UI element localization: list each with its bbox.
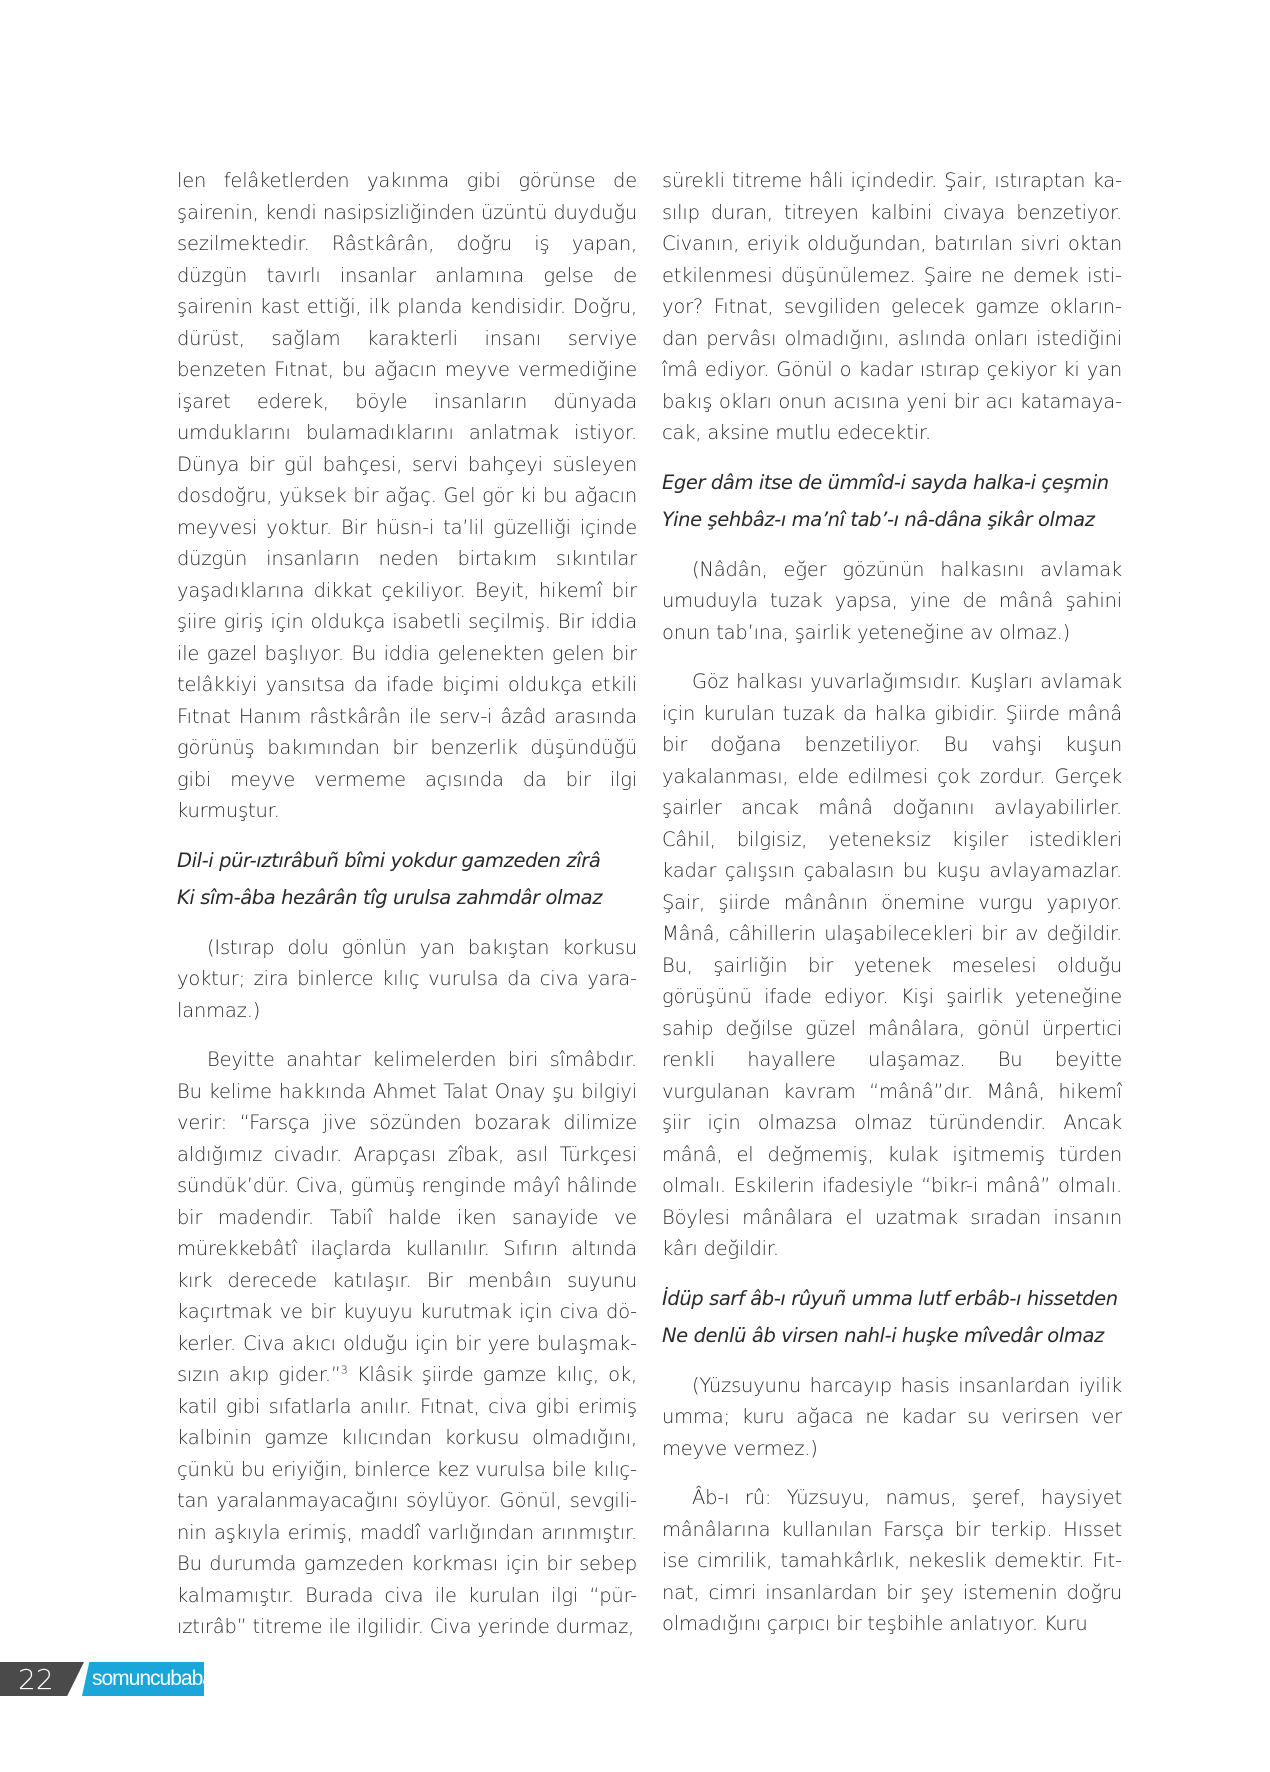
verse-line: Ne denlü âb virsen nahl-i huşke mîvedâr olmaz [662,1324,1104,1347]
paragraph [177,1044,637,1643]
verse-translation: (Yüzsuyunu harcayıp hasis insanlardan iyilik umma; kuru ağaca ne kadar su verirsen ver meyve vermez.) [662,1373,1122,1460]
verse-line: Yine şehbâz-ı ma’nî tab’-ı nâ-dâna şikâr olmaz [662,508,1095,531]
paragraph: len felâketlerden yakınma gibi görünse de şairenin, kendi nasipsizliğinden üzüntü duyduğu sezilmektedir. Râstkârân, doğru iş yapan, düzgün tavırlı insanlar anlamına gelse de şairenin kast ettiği, ilk planda kendisidir. Doğru, dürüst, sağlam karakterli insanı serviye benzeten Fıtnat, bu ağacın meyve vermediğine işaret ederek, böyle insanların dünyada umduklarını bulamadıklarını anlatmak istiyor. Dünya bir gül bahçesi, servi bahçeyi süsleyen dosdoğru, yüksek bir ağaç. Gel gör ki bu ağacın meyvesi yoktur. Bir hüsn-i ta’lil güzelliği içinde düzgün insanların neden birtakım sıkıntılar yaşadıklarına dikkat çekiliyor. Beyit, hikemî bir şiire giriş için oldukça isabetli seçilmiş. Bir iddia ile gazel başlıyor. Bu iddia gelenekten gelen bir telâkkiyi yansıtsa da ifade biçimi oldukça etkili Fıtnat Hanım râstkârân ile serv-i âzâd arasında görünüş bakımından bir benzerlik düşündüğü gibi meyve vermeme açısında da bir ilgi kurmuştur. [177,169,637,822]
verse-translation: (Nâdân, eğer gözünün halkasını avlamak umuduyla tuzak yapsa, yine de mânâ şahini onun tab’ına, şairlik yeteneğine av olmaz.) [662,557,1122,644]
verse-line: Ki sîm-âba hezârân tîg urulsa zahmdâr olmaz [177,886,603,909]
verse-line: Eger dâm itse de ümmîd-i sayda halka-i çeşmin [662,470,1109,494]
brand-logo: somuncubaba [92,1667,213,1690]
paragraph-text: Klâsik şiirde gamze kılıç, ok, katil gibi sıfatlarla anılır. Fıtnat, civa gibi erimiş kalbinin gamze kılıcından korkusu olmadığını, çünkü bu eriyiğin, binlerce kez vurulsa bile kılıçtan yaralanmayacağını söylüyor. Gönül, sevgilinin aşkıyla erimiş, maddî varlığından arınmıştır. Bu durumda gamzeden korkması için bir sebep kalmamıştır. Burada civa ile kurulan ilgi “pür-ıztırâb” titreme ile ilgilidir. Civa yerinde durmaz, [177,1363,637,1638]
paragraph: sürekli titreme hâli içindedir. Şair, ıstıraptan kasılıp duran, titreyen kalbini civaya benzetiyor. Civanın, eriyik olduğundan, batırılan sivri oktan etkilenmesi düşünülemez. Şaire ne demek istiyor? Fıtnat, sevgiliden gelecek gamze oklarından pervâsı olmadığını, aslında onları istediğini îmâ ediyor. Gönül o kadar ıstırap çekiyor ki yan bakış okları onun acısına yeni bir acı katamayacak, aksine mutlu edecektir. [662,169,1122,444]
page-number: 22 [18,1663,54,1696]
verse-line: İdüp sarf âb-ı rûyuñ umma lutf erbâb-ı hissetden [662,1286,1118,1310]
left-column [177,165,637,1661]
verse-translation: (Istırap dolu gönlün yan bakıştan korkusu yoktur; zira binlerce kılıç vurulsa da civa yaralanmaz.) [177,935,637,1022]
verse-line: Dil-i pür-ıztırâbuñ bîmi yokdur gamzeden zîrâ [177,848,601,872]
paragraph: Âb-ı rû: Yüzsuyu, namus, şeref, haysiyet mânâlarına kullanılan Farsça bir terkip. Hısset ise cimrilik, tamahkârlık, nekeslik demektir. Fıtnat, cimri insanlardan bir şey istemenin doğru olmadığını çarpıcı bir teşbihle anlatıyor. Kuru [662,1486,1122,1635]
page-footer [0,1662,213,1696]
paragraph-text: Beyitte anahtar kelimelerden biri sîmâbdır. Bu kelime hakkında Ahmet Talat Onay şu bilgiyi verir: “Farsça jive sözünden bozarak dilimize aldığımız civadır. Arapçası zîbak, asıl Türkçesi sündük’dür. Civa, gümüş renginde mâyî hâlinde bir madendir. Tabiî halde iken sanayide ve mürekkebâtî ilaçlarda kullanılır. Sıfırın altında kırk derecede katılaşır. Bir menbâın suyunu kaçırtmak ve bir kuyuyu kurutmak için civa dökerler. Civa akıcı olduğu için bir yere bulaşmaksızın akıp gider.” [177,1048,637,1386]
paragraph: Göz halkası yuvarlağımsıdır. Kuşları avlamak için kurulan tuzak da halka gibidir. Şiirde mânâ bir doğana benzetiliyor. Bu vahşi kuşun yakalanması, elde edilmesi çok zordur. Gerçek şairler ancak mânâ doğanını avlayabilirler. Câhil, bilgisiz, yeteneksiz kişiler istedikleri kadar çalışsın çabalasın bu kuşu avlayamazlar. Şair, şiirde mânânın önemine vurgu yapıyor. Mânâ, câhillerin ulaşabilecekleri bir av değildir. Bu, şairliğin bir yetenek meselesi olduğu görüşünü ifade ediyor. Kişi şairlik yeteneğine sahip değilse güzel mânâlara, gönül ürpertici renkli hayallere ulaşamaz. Bu beyitte vurgulanan kavram “mânâ”dır. Mânâ, hikemî şiir için olmazsa olmaz türündendir. Ancak mânâ, el değmemiş, kulak işitmemiş türden olmalı. Eskilerin ifadesiyle “bikr-i mânâ” olmalı. Böylesi mânâlara el uzatmak sıradan insanın kârı değildir. [662,670,1122,1260]
right-column [662,165,1122,1658]
footnote-ref: 3 [340,1363,348,1377]
